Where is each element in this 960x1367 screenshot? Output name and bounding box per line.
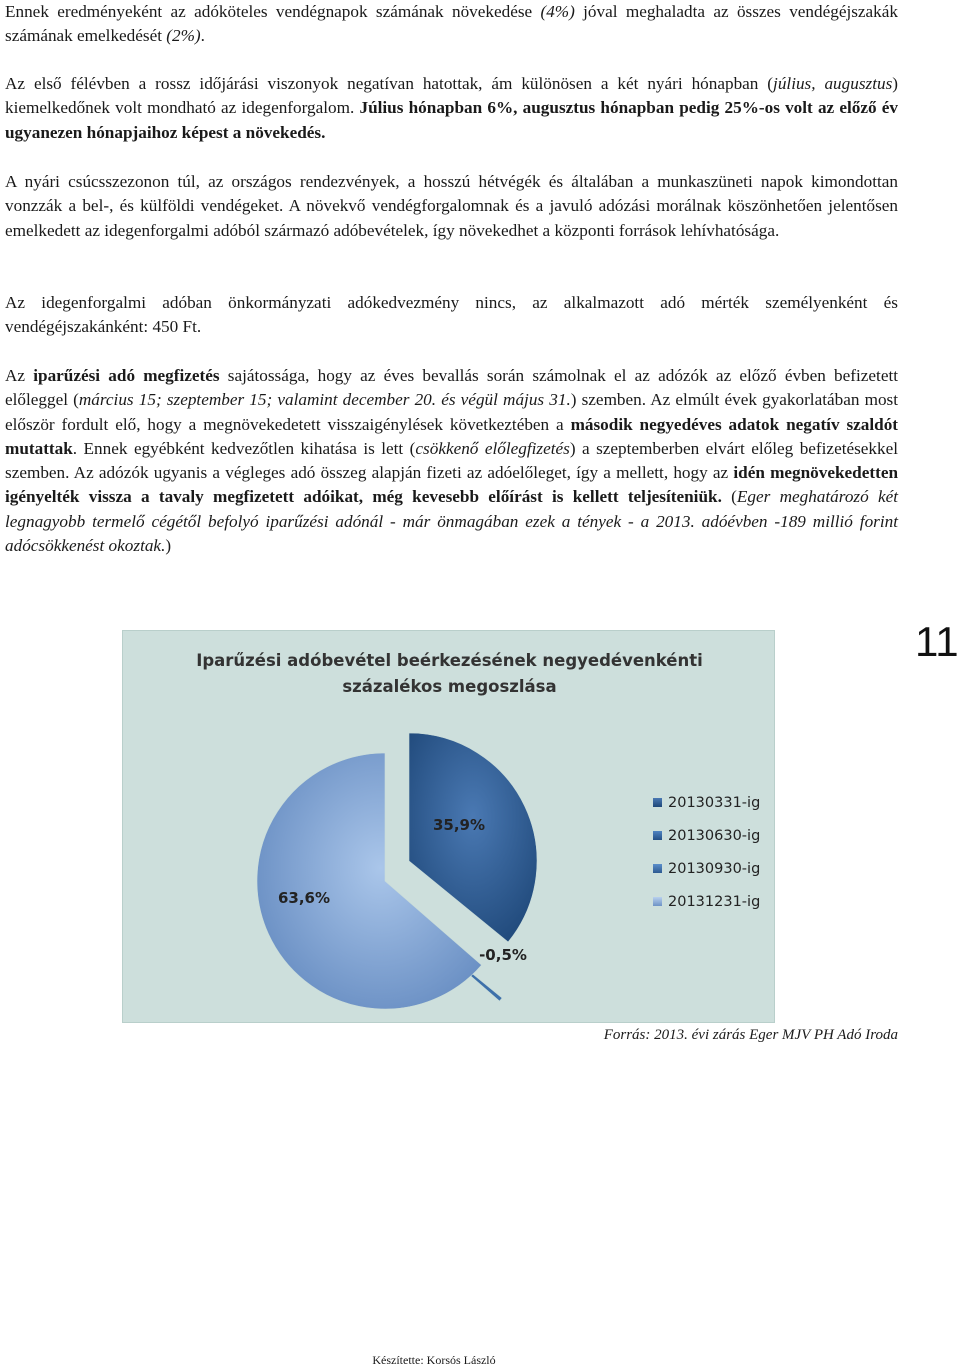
pie-chart: [122, 630, 775, 1023]
pie-chart-svg: [123, 631, 776, 1024]
legend-label-4: 20131231-ig: [668, 894, 761, 910]
p5-text-i: ) a szeptemberben elvárt előleg befizetésekkel szemben. Az adózók ugyanis a végleges adó összeg alapján fizeti az adóelőleget, így a mellett, hogy az: [5, 438, 899, 483]
pie-label-2: -0,5%: [479, 946, 527, 964]
p5-text-e: ) szemben. Az elmúlt évek gyakorlatában most először fordult elő, hogy a megnövekedetett visszaigénylések következtében a: [5, 390, 899, 434]
legend-swatch-1: [653, 798, 662, 807]
legend-label-3: 20130930-ig: [668, 861, 761, 877]
p1-text-d: (2%): [166, 26, 201, 46]
paragraph-5: [5, 364, 898, 558]
p1-text-a: Ennek eredményeként az adóköteles vendégnapok számának növekedése: [5, 2, 541, 21]
p5-text-c: sajátossága, hogy az éves bevallás során számolnak el az adózók az előző évben befizetett előleggel (: [5, 366, 898, 410]
p2-text-d: Július hónapban 6%, augusztus hónapban pedig 25%-os volt az előző év ugyanezen hónapjaihoz képest a növekedés.: [5, 98, 898, 142]
p5-text-k: (: [721, 487, 737, 507]
p4-text-a: Az idegenforgalmi adóban önkormányzati adókedvezmény nincs, az alkalmazott adó mérték személyenként és vendégéjszakánként: 450 Ft.: [5, 293, 898, 337]
p2-text-b: július, augusztus: [773, 74, 893, 93]
paragraph-1: [5, 0, 898, 49]
source-note: Forrás: 2013. évi zárás Eger MJV PH Adó Iroda: [603, 1027, 898, 1043]
p5-text-a: Az: [5, 366, 34, 385]
p5-text-d: március 15; szeptember 15; valamint december 20. és végül május 31.: [78, 390, 571, 410]
pie-slice-1: [409, 733, 537, 942]
legend-swatch-2: [653, 831, 662, 840]
p1-text-e: .: [200, 26, 205, 46]
chart-title-line-1: Iparűzési adóbevétel beérkezésének negyedévenkénti: [196, 651, 703, 670]
page-number: 11: [915, 618, 959, 665]
p5-text-j: idén megnövekedetten igényelték vissza a tavaly megfizetett adóikat, még kevesebb előírást is kellett teljesíteniük.: [5, 463, 899, 507]
p1-text-b: (4%): [540, 2, 575, 21]
p5-text-l: Eger meghatározó két legnagyobb termelő cégétől befolyó iparűzési adónál - már önmagában ezek a tények - a 2013. adóévben -189 millió forint adócsökkenést okoztak.: [5, 487, 899, 556]
p5-text-h: csökkenő előlegfizetés: [415, 438, 570, 458]
legend-label-2: 20130630-ig: [668, 828, 761, 844]
footer-author: Készítette: Korsós László: [372, 1353, 496, 1367]
pie-label-4: 63,6%: [277, 889, 331, 907]
p5-text-f: második negyedéves adatok negatív szaldót mutattak: [5, 414, 899, 458]
p1-text-c: jóval meghaladta az összes vendégéjszakák számának emelkedését: [5, 2, 898, 46]
p2-text-a: Az első félévben a rossz időjárási viszonyok negatívan hatottak, ám különösen a két nyári hónapban (: [5, 74, 774, 93]
p5-text-g: . Ennek egyébként kedvezőtlen kihatása is lett (: [72, 438, 416, 458]
legend-swatch-4: [653, 897, 662, 906]
legend-swatch-3: [653, 864, 662, 873]
paragraph-2: [5, 72, 898, 145]
p5-text-b: iparűzési adó megfizetés: [33, 366, 220, 385]
p3-text-a: A nyári csúcsszezonon túl, az országos rendezvények, a hosszú hétvégék és általában a munkaszüneti napok kimondottan vonzzák a bel-, és külföldi vendégeket. A növekvő vendégforgalomnak és a javuló adózási morálnak köszönhetően jelentősen emelkedett az idegenforgalmi adóból származó adóbevételek, így növekedhet a központi források lehívhatósága.: [5, 172, 898, 240]
pie-label-1: 35,9%: [432, 816, 486, 834]
chart-title-line-2: százalékos megoszlása: [342, 677, 557, 696]
p2-text-c: ) kiemelkedőnek volt mondható az idegenforgalom.: [5, 74, 899, 118]
paragraph-3: [5, 170, 898, 243]
legend-label-1: 20130331-ig: [668, 795, 761, 811]
p5-text-m: ): [165, 536, 172, 556]
paragraph-4: [5, 291, 898, 340]
